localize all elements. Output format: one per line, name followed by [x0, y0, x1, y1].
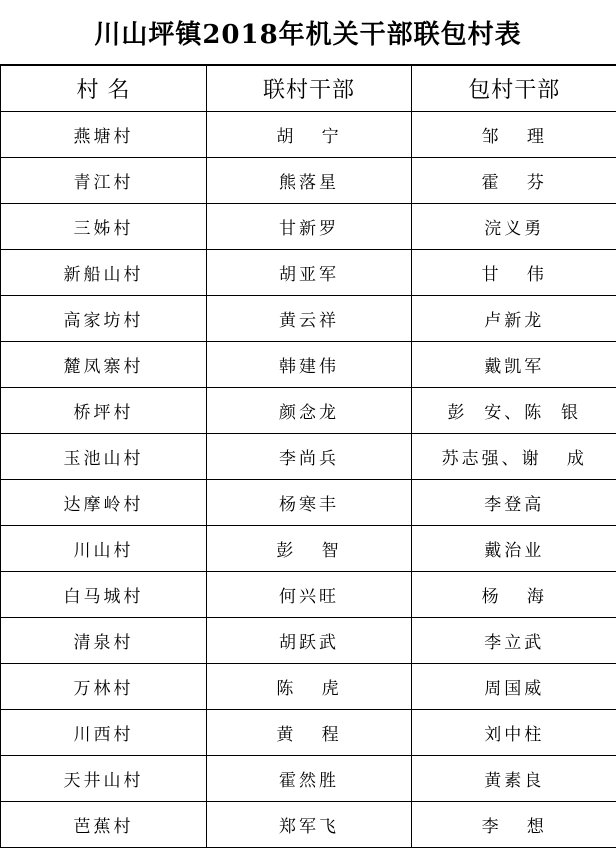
- table-row: [1, 342, 616, 388]
- village-name-cell: 川山村: [1, 526, 207, 572]
- village-name-cell: 清泉村: [1, 618, 207, 664]
- liaison-cadre-cell: 陈 虎: [207, 664, 412, 710]
- liaison-cadre-cell: 黄 程: [207, 710, 412, 756]
- table-row: [1, 388, 616, 434]
- table-row: [1, 618, 616, 664]
- responsible-cadre-cell: 卢新龙: [412, 296, 616, 342]
- table-row: [1, 204, 616, 250]
- liaison-cadre-cell: 李尚兵: [207, 434, 412, 480]
- assignment-table: [0, 66, 616, 848]
- liaison-cadre-cell: 霍然胜: [207, 756, 412, 802]
- village-name-cell: 芭蕉村: [1, 802, 207, 848]
- column-header-liaison-cadre: 联村干部: [207, 66, 412, 112]
- table-row: [1, 434, 616, 480]
- liaison-cadre-cell: 黄云祥: [207, 296, 412, 342]
- liaison-cadre-cell: 熊落星: [207, 158, 412, 204]
- responsible-cadre-cell: 苏志强、谢 成: [412, 434, 616, 480]
- responsible-cadre-cell: 黄素良: [412, 756, 616, 802]
- responsible-cadre-cell: 邹 理: [412, 112, 616, 158]
- village-name-cell: 达摩岭村: [1, 480, 207, 526]
- responsible-cadre-cell: 周国威: [412, 664, 616, 710]
- liaison-cadre-cell: 何兴旺: [207, 572, 412, 618]
- village-name-cell: 新船山村: [1, 250, 207, 296]
- liaison-cadre-cell: 胡 宁: [207, 112, 412, 158]
- village-name-cell: 川西村: [1, 710, 207, 756]
- village-name-cell: 三姊村: [1, 204, 207, 250]
- liaison-cadre-cell: 胡跃武: [207, 618, 412, 664]
- title-row: [0, 0, 616, 66]
- column-header-responsible-cadre: 包村干部: [412, 66, 616, 112]
- responsible-cadre-cell: 李登高: [412, 480, 616, 526]
- village-name-cell: 高家坊村: [1, 296, 207, 342]
- village-name-cell: 青江村: [1, 158, 207, 204]
- village-name-cell: 万林村: [1, 664, 207, 710]
- liaison-cadre-cell: 颜念龙: [207, 388, 412, 434]
- responsible-cadre-cell: 戴治业: [412, 526, 616, 572]
- liaison-cadre-cell: 郑军飞: [207, 802, 412, 848]
- responsible-cadre-cell: 戴凯军: [412, 342, 616, 388]
- table-row: [1, 112, 616, 158]
- liaison-cadre-cell: 杨寒丰: [207, 480, 412, 526]
- table-row: [1, 756, 616, 802]
- column-header-village: 村 名: [1, 66, 207, 112]
- village-name-cell: 天井山村: [1, 756, 207, 802]
- responsible-cadre-cell: 彭 安、陈 银: [412, 388, 616, 434]
- table-row: [1, 802, 616, 848]
- page-title: 川山坪镇2018年机关干部联包村表: [94, 19, 522, 50]
- table-row: [1, 710, 616, 756]
- responsible-cadre-cell: 甘 伟: [412, 250, 616, 296]
- liaison-cadre-cell: 胡亚军: [207, 250, 412, 296]
- responsible-cadre-cell: 李立武: [412, 618, 616, 664]
- liaison-cadre-cell: 甘新罗: [207, 204, 412, 250]
- village-name-cell: 白马城村: [1, 572, 207, 618]
- responsible-cadre-cell: 浣义勇: [412, 204, 616, 250]
- village-name-cell: 麓凤寨村: [1, 342, 207, 388]
- responsible-cadre-cell: 霍 芬: [412, 158, 616, 204]
- village-name-cell: 桥坪村: [1, 388, 207, 434]
- responsible-cadre-cell: 刘中柱: [412, 710, 616, 756]
- responsible-cadre-cell: 杨 海: [412, 572, 616, 618]
- village-name-cell: 玉池山村: [1, 434, 207, 480]
- table-row: [1, 158, 616, 204]
- table-body: [1, 112, 616, 848]
- table-row: [1, 526, 616, 572]
- liaison-cadre-cell: 彭 智: [207, 526, 412, 572]
- header-row: [1, 66, 616, 112]
- liaison-cadre-cell: 韩建伟: [207, 342, 412, 388]
- table-row: [1, 664, 616, 710]
- village-name-cell: 燕塘村: [1, 112, 207, 158]
- table-row: [1, 480, 616, 526]
- table-header: [1, 66, 616, 112]
- responsible-cadre-cell: 李 想: [412, 802, 616, 848]
- table-row: [1, 572, 616, 618]
- table-row: [1, 250, 616, 296]
- table-row: [1, 296, 616, 342]
